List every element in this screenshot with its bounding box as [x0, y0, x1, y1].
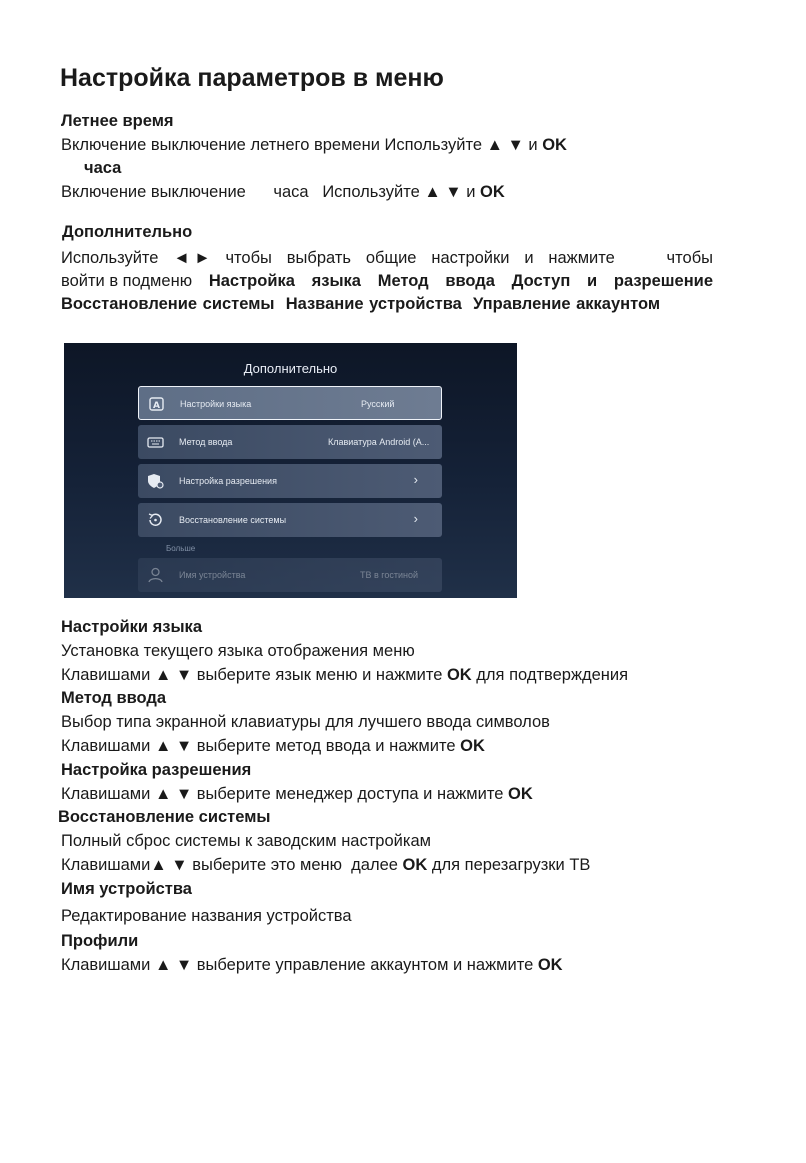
permission-heading: Настройка разрешения [61, 761, 252, 779]
keyboard-icon [147, 434, 164, 450]
restore-heading: Восстановление системы [58, 808, 271, 826]
language-instr: Клавишами ▲ ▼ выберите язык меню и нажмите OK для подтверждения [61, 666, 629, 684]
profiles-heading: Профили [61, 932, 139, 950]
tv-item-device-name-label: Имя устройства [179, 570, 246, 580]
input-method-instr: Клавишами ▲ ▼ выберите метод ввода и нажмите OK [61, 737, 485, 755]
summer-time-desc: Включение выключение летнего времени Используйте ▲ ▼ и OK [61, 136, 567, 154]
tv-item-input-method[interactable] [138, 425, 442, 459]
restore-instr: Клавишами▲ ▼ выберите это меню далее OK для перезагрузки ТВ [61, 856, 591, 874]
chevron-right-icon: › [413, 511, 418, 526]
permission-instr: Клавишами ▲ ▼ выберите менеджер доступа и нажмите OK [61, 785, 533, 803]
tv-item-restore-label: Восстановление системы [179, 515, 287, 525]
summer-time-heading: Летнее время [61, 112, 174, 130]
tv-item-device-name-value: ТВ в гостиной [360, 570, 419, 580]
hours-desc: Включение выключение часа Используйте ▲ ▼ и OK [61, 183, 505, 201]
tv-item-input-method-label: Метод ввода [179, 437, 233, 447]
language-desc: Установка текущего языка отображения меню [61, 642, 415, 660]
tv-item-language-value: Русский [361, 399, 395, 409]
tv-item-permission[interactable] [138, 464, 442, 498]
page-title: Настройка параметров в меню [60, 64, 444, 92]
tv-item-permission-label: Настройка разрешения [179, 476, 277, 486]
device-name-desc: Редактирование названия устройства [61, 907, 352, 925]
tv-item-language[interactable] [138, 386, 442, 420]
extra-line-3: Восстановление системы Название устройства Управление аккаунтом [61, 295, 661, 313]
input-method-desc: Выбор типа экранной клавиатуры для лучшего ввода символов [61, 713, 550, 731]
extra-line-2: войти в подменю Настройка языка Метод ввода Доступ и разрешение [61, 272, 713, 290]
tv-item-input-method-value: Клавиатура Android (A... [328, 437, 430, 447]
tv-item-device-name[interactable] [138, 558, 442, 592]
tv-item-language-label: Настройки языка [180, 399, 252, 409]
tv-menu-screenshot [64, 343, 517, 598]
tv-item-restore[interactable] [138, 503, 442, 537]
device-name-heading: Имя устройства [61, 880, 192, 898]
profiles-instr: Клавишами ▲ ▼ выберите управление аккаунтом и нажмите OK [61, 956, 563, 974]
restore-icon [147, 512, 164, 528]
language-icon [148, 396, 165, 412]
hours-heading: часа [84, 159, 122, 177]
chevron-right-icon: › [413, 472, 418, 487]
input-method-heading: Метод ввода [61, 689, 167, 707]
language-heading: Настройки языка [61, 618, 202, 636]
svg-text:A: A [153, 401, 160, 411]
tv-more-label: Больше [166, 544, 196, 553]
restore-desc: Полный сброс системы к заводским настройкам [61, 832, 431, 850]
permission-icon [147, 473, 164, 489]
device-name-icon [147, 567, 164, 583]
tv-menu-title: Дополнительно [243, 361, 338, 376]
extra-line-1: Используйте ◄ ► чтобы выбрать общие настройки и нажмите чтобы [61, 249, 714, 267]
extra-heading: Дополнительно [62, 223, 193, 241]
